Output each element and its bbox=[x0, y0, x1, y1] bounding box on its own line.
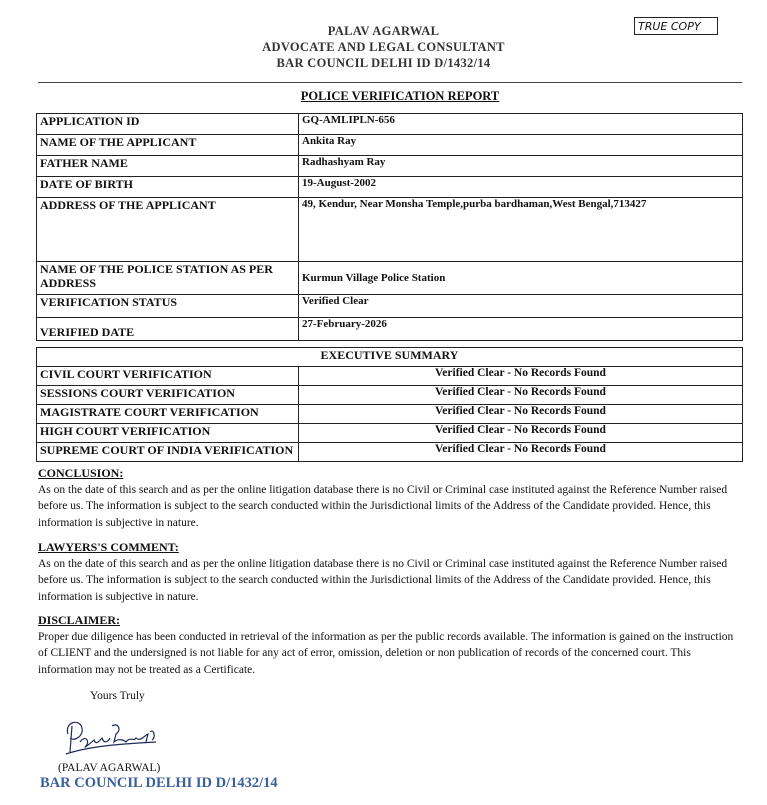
info-value: Verified Clear bbox=[299, 295, 743, 318]
lawyers-comment-text: As on the date of this search and as per the online litigation database there is no Civil or Criminal case instituted against the Reference Number raised before us. The information is subject to the search conducted within the Jurisdictional limits of the Address of the Candidate provided. Hence, this information is subjective in nature. bbox=[38, 557, 728, 603]
summary-value: Verified Clear - No Records Found bbox=[299, 367, 743, 386]
info-value: Ankita Ray bbox=[299, 135, 743, 156]
summary-label: SUPREME COURT OF INDIA VERIFICATION bbox=[37, 443, 299, 462]
advocate-designation: ADVOCATE AND LEGAL CONSULTANT bbox=[262, 40, 505, 54]
table-row bbox=[37, 386, 743, 405]
lawyers-comment-section bbox=[38, 539, 738, 605]
info-value: 19-August-2002 bbox=[299, 177, 743, 198]
conclusion-section bbox=[38, 465, 738, 531]
info-label: APPLICATION ID bbox=[37, 114, 299, 135]
info-label: VERIFIED DATE bbox=[37, 318, 299, 341]
table-row bbox=[37, 156, 743, 177]
disclaimer-text: Proper due diligence has been conducted in retrieval of the information as per the public records available. The information is gained on the instruction of CLIENT and the undersigned is not liable for any act of error, omission, deletion or non publication of records of the concerned court. This information may not be treated as a Certificate. bbox=[38, 630, 734, 676]
table-row bbox=[37, 424, 743, 443]
table-row bbox=[37, 348, 743, 367]
summary-label: CIVIL COURT VERIFICATION bbox=[37, 367, 299, 386]
table-row bbox=[37, 443, 743, 462]
summary-label: HIGH COURT VERIFICATION bbox=[37, 424, 299, 443]
true-copy-stamp: TRUE COPY bbox=[634, 17, 718, 35]
table-row bbox=[37, 135, 743, 156]
signature-image bbox=[60, 712, 170, 762]
summary-label: SESSIONS COURT VERIFICATION bbox=[37, 386, 299, 405]
info-value: Kurmun Village Police Station bbox=[299, 262, 743, 295]
table-row bbox=[37, 198, 743, 262]
table-row bbox=[37, 114, 743, 135]
conclusion-text: As on the date of this search and as per the online litigation database there is no Civil or Criminal case instituted against the Reference Number raised before us. The information is subject to the search conducted within the Jurisdictional limits of the Address of the Candidate provided. Hence, this information is subjective in nature. bbox=[38, 483, 728, 529]
table-row bbox=[37, 318, 743, 341]
info-value: GQ-AMLIPLN-656 bbox=[299, 114, 743, 135]
info-label: DATE OF BIRTH bbox=[37, 177, 299, 198]
closing-bar-id: BAR COUNCIL DELHI ID D/1432/14 bbox=[40, 775, 278, 791]
info-value: 49, Kendur, Near Monsha Temple,purba bardhaman,West Bengal,713427 bbox=[299, 198, 743, 262]
executive-summary-title: EXECUTIVE SUMMARY bbox=[37, 348, 743, 367]
signatory-name: (PALAV AGARWAL) bbox=[58, 762, 161, 774]
info-label: FATHER NAME bbox=[37, 156, 299, 177]
yours-truly: Yours Truly bbox=[90, 690, 145, 702]
applicant-info-table bbox=[36, 113, 743, 341]
disclaimer-heading: DISCLAIMER: bbox=[38, 613, 121, 627]
summary-value: Verified Clear - No Records Found bbox=[299, 443, 743, 462]
summary-value: Verified Clear - No Records Found bbox=[299, 405, 743, 424]
header-divider bbox=[38, 82, 742, 83]
lawyers-comment-heading: LAWYERS'S COMMENT: bbox=[38, 540, 179, 554]
info-label: VERIFICATION STATUS bbox=[37, 295, 299, 318]
info-value: Radhashyam Ray bbox=[299, 156, 743, 177]
advocate-bar-id: BAR COUNCIL DELHI ID D/1432/14 bbox=[276, 56, 491, 70]
info-label: NAME OF THE POLICE STATION AS PER ADDRESS bbox=[37, 262, 299, 295]
conclusion-heading: CONCLUSION: bbox=[38, 466, 124, 480]
executive-summary-table bbox=[36, 347, 743, 462]
report-title: POLICE VERIFICATION REPORT bbox=[300, 89, 500, 103]
summary-label: MAGISTRATE COURT VERIFICATION bbox=[37, 405, 299, 424]
disclaimer-section bbox=[38, 612, 738, 678]
info-value: 27-February-2026 bbox=[299, 318, 743, 341]
info-label: NAME OF THE APPLICANT bbox=[37, 135, 299, 156]
table-row bbox=[37, 177, 743, 198]
advocate-name: PALAV AGARWAL bbox=[327, 24, 440, 38]
table-row bbox=[37, 405, 743, 424]
table-row bbox=[37, 295, 743, 318]
summary-value: Verified Clear - No Records Found bbox=[299, 386, 743, 405]
summary-value: Verified Clear - No Records Found bbox=[299, 424, 743, 443]
info-label: ADDRESS OF THE APPLICANT bbox=[37, 198, 299, 262]
table-row bbox=[37, 262, 743, 295]
table-row bbox=[37, 367, 743, 386]
